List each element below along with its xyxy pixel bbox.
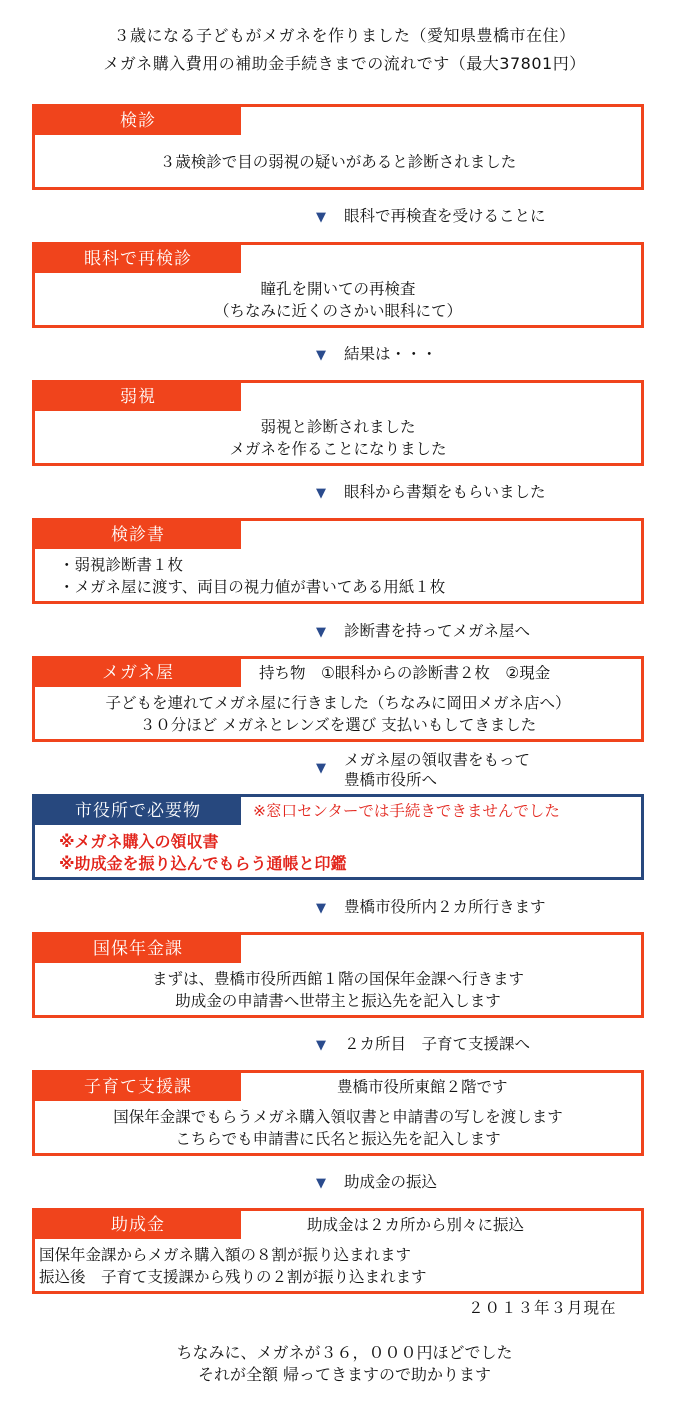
step-line: ３歳検診で目の弱視の疑いがあると診断されました <box>159 153 517 171</box>
arrow-label: 診断書を持ってメガネ屋へ <box>344 622 531 640</box>
step-glasses-shop <box>32 656 644 742</box>
header-line-2: メガネ購入費用の補助金手続きまでの流れです（最大37801円） <box>103 54 586 73</box>
step-line: 国保年金課でもらうメガネ購入領収書と申請書の写しを渡します <box>113 1108 563 1126</box>
page-footer <box>0 1342 689 1386</box>
arrow-label: 眼科で再検査を受けることに <box>344 207 546 225</box>
step-note: ※窓口センターでは手続きできませんでした <box>253 802 560 820</box>
flow-arrow <box>316 344 437 366</box>
down-triangle-icon: ▼ <box>316 901 326 916</box>
step-title: 市役所で必要物 <box>35 797 241 825</box>
step-body <box>35 1106 641 1150</box>
down-triangle-icon: ▼ <box>316 1176 326 1191</box>
step-title: 子育て支援課 <box>35 1073 241 1101</box>
step-title: 弱視 <box>35 383 241 411</box>
flow-arrow <box>316 206 546 228</box>
step-note: 助成金は２カ所から別々に振込 <box>307 1216 525 1234</box>
flow-arrow <box>316 482 546 504</box>
step-line: 弱視と診断されました <box>260 418 416 436</box>
step-eye-clinic-recheck <box>32 242 644 328</box>
step-line: 瞳孔を開いての再検査 <box>260 280 416 298</box>
arrow-label: 眼科から書類をもらいました <box>344 483 546 501</box>
step-body <box>35 968 641 1012</box>
step-national-insurance-pension-division <box>32 932 644 1018</box>
down-triangle-icon: ▼ <box>316 625 326 640</box>
step-body <box>35 151 641 173</box>
arrow-label: 結果は・・・ <box>344 345 438 363</box>
down-triangle-icon: ▼ <box>316 486 326 501</box>
down-triangle-icon: ▼ <box>316 1038 326 1053</box>
as-of-date: ２０１３年３月現在 <box>468 1299 617 1317</box>
step-line: こちらでも申請書に氏名と振込先を記入します <box>175 1130 501 1148</box>
step-body <box>35 278 641 322</box>
step-line: 子どもを連れてメガネ屋に行きました（ちなみに岡田メガネ店へ） <box>105 694 571 712</box>
step-child-support-division <box>32 1070 644 1156</box>
step-line: ・メガネ屋に渡す、両目の視力値が書いてある用紙１枚 <box>59 578 446 596</box>
flow-arrow <box>316 1034 530 1056</box>
step-body <box>59 831 641 875</box>
step-amblyopia <box>32 380 644 466</box>
header-line-1: ３歳になる子どもがメガネを作りました（愛知県豊橋市在住） <box>113 26 576 45</box>
flow-arrow <box>316 897 546 919</box>
step-checkup <box>32 104 644 190</box>
footer-line-2: それが全額 帰ってきますので助かります <box>197 1365 492 1384</box>
step-city-hall-required-items <box>32 794 644 880</box>
arrow-label: ２カ所目 子育て支援課へ <box>344 1035 531 1053</box>
step-line: ・弱視診断書１枚 <box>59 556 184 574</box>
step-note: 持ち物 ①眼科からの診断書２枚 ②現金 <box>259 664 551 682</box>
down-triangle-icon: ▼ <box>316 348 326 363</box>
step-title: 助成金 <box>35 1211 241 1239</box>
step-note: 豊橋市役所東館２階です <box>337 1078 508 1096</box>
step-title: 国保年金課 <box>35 935 241 963</box>
arrow-label: メガネ屋の領収書をもって <box>344 751 531 769</box>
step-body <box>59 554 641 598</box>
step-title: メガネ屋 <box>35 659 241 687</box>
step-body <box>39 1244 641 1288</box>
flow-arrow <box>316 621 530 643</box>
step-line: ※助成金を振り込んでもらう通帳と印鑑 <box>59 854 347 873</box>
step-line: メガネを作ることになりました <box>229 440 447 458</box>
page-header <box>0 22 689 78</box>
step-body <box>35 692 641 736</box>
step-line: まずは、豊橋市役所西館１階の国保年金課へ行きます <box>151 970 524 988</box>
step-line: 助成金の申請書へ世帯主と振込先を記入します <box>175 992 501 1010</box>
arrow-label: 豊橋市役所内２カ所行きます <box>344 898 546 916</box>
footer-line-1: ちなみに、メガネが３６，０００円ほどでした <box>176 1343 513 1362</box>
step-line: （ちなみに近くのさかい眼科にて） <box>213 302 462 320</box>
flow-arrow <box>316 750 530 790</box>
flow-arrow <box>316 1172 437 1194</box>
down-triangle-icon: ▼ <box>316 210 326 225</box>
arrow-label: 豊橋市役所へ <box>344 771 438 789</box>
arrow-label: 助成金の振込 <box>344 1173 438 1191</box>
step-title: 検診書 <box>35 521 241 549</box>
step-line: ※メガネ購入の領収書 <box>59 832 219 851</box>
step-line: 国保年金課からメガネ購入額の８割が振り込まれます <box>39 1246 412 1264</box>
down-triangle-icon: ▼ <box>316 761 326 776</box>
step-subsidy <box>32 1208 644 1294</box>
step-title: 眼科で再検診 <box>35 245 241 273</box>
step-diagnosis-documents <box>32 518 644 604</box>
step-line: 振込後 子育て支援課から残りの２割が振り込まれます <box>39 1268 427 1286</box>
step-body <box>35 416 641 460</box>
step-line: ３０分ほど メガネとレンズを選び 支払いもしてきました <box>139 716 537 734</box>
step-title: 検診 <box>35 107 241 135</box>
